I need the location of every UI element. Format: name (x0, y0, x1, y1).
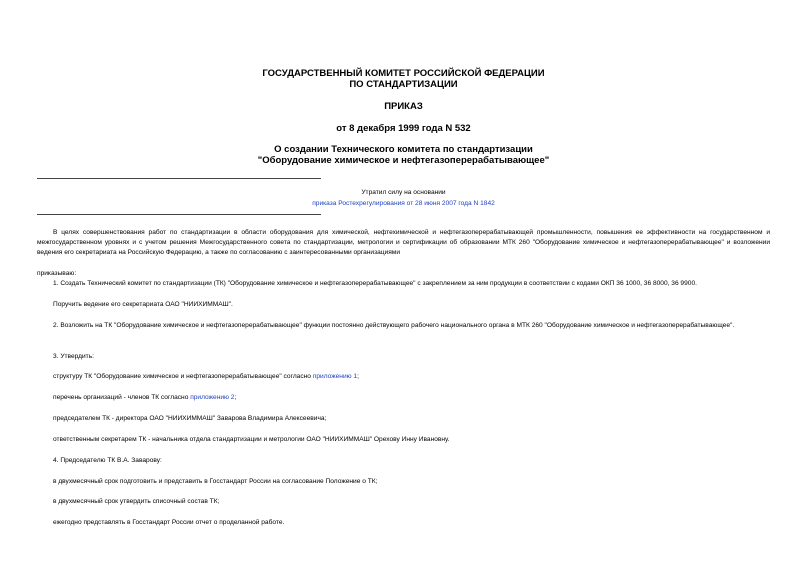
status-link-row (0, 200, 807, 208)
item-3-structure (53, 372, 770, 382)
item-3: 3. Утвердить: (53, 353, 94, 360)
header-committee-line2: ПО СТАНДАРТИЗАЦИИ (349, 79, 458, 90)
doc-date-number: от 8 декабря 1999 года N 532 (336, 123, 471, 134)
doc-title-line1: О создании Технического комитета по стандартизации (274, 144, 533, 155)
appendix-2-link[interactable]: приложению 2 (190, 394, 235, 401)
top-divider (37, 178, 321, 179)
doc-type: ПРИКАЗ (384, 101, 423, 112)
status-text: Утратил силу на основании (361, 189, 446, 196)
item-3-members (53, 393, 770, 403)
item-3-structure-end: ; (357, 373, 359, 380)
item-3-members-text: перечень организаций - членов ТК согласно (53, 394, 191, 401)
item-3-structure-text: структуру ТК "Оборудование химическое и нефтегазоперерабатывающее" согласно (53, 373, 313, 380)
header-committee-line1: ГОСУДАРСТВЕННЫЙ КОМИТЕТ РОССИЙСКОЙ ФЕДЕРАЦИИ (262, 68, 545, 79)
item-4: 4. Председателю ТК В.А. Заварову: (53, 457, 162, 464)
item-4-report: ежегодно представлять в Госстандарт России отчет о проделанной работе. (53, 519, 285, 526)
item-4-membership: в двухмесячный срок утвердить списочный состав ТК; (53, 498, 220, 505)
item-3-secretary: ответственным секретарем ТК - начальника отдела стандартизации и метрологии ОАО "НИИХИММАШ" Орехову Инну Ивановну. (53, 436, 450, 443)
item-3-members-end: ; (234, 394, 237, 401)
repeal-order-link[interactable]: приказа Ростехрегулирования от 28 июня 2007 года N 1842 (312, 200, 495, 207)
item-1-secretariat: Поручить ведение его секретариата ОАО "НИИХИММАШ". (53, 301, 233, 308)
doc-title-line2: "Оборудование химическое и нефтегазоперерабатывающее" (257, 155, 550, 166)
item-4-regulation: в двухмесячный срок подготовить и представить в Госстандарт России на согласование Положение о ТК; (53, 478, 378, 485)
item-2: 2. Возложить на ТК "Оборудование химическое и нефтегазоперерабатывающее" функции постоянно действующего рабочего национального органа в МТК 260 "Оборудование химическое и нефтегазоперерабатывающее". (53, 322, 735, 329)
intro-paragraph: В целях совершенствования работ по стандартизации в области оборудования для химической, нефтехимической и нефтегазоперерабатывающей промышленности, повышения ее эффективности на государственном и межгосударственном уровнях и с учетом решения Межгосударственного совета по стандартизации, метрологии и сертификации об образовании МТК 260 "Оборудование химическое и нефтегазоперерабатывающее" и возложении ведения его секретариата на Российскую Федерацию, а также по согласованию с заинтересованными организациями (37, 229, 770, 256)
item-1: 1. Создать Технический комитет по стандартизации (ТК) "Оборудование химическое и нефтегазоперерабатывающее" с закреплением за ним продукции в соответствии с кодами ОКП 36 1000, 36 8000, 36 9900. (53, 280, 697, 287)
appendix-1-link[interactable]: приложению 1 (312, 373, 358, 380)
item-3-chairman: председателем ТК - директора ОАО "НИИХИММАШ" Заварова Владимира Алексеевича; (53, 415, 327, 422)
order-word: приказываю: (37, 270, 77, 277)
bottom-divider (37, 214, 321, 215)
